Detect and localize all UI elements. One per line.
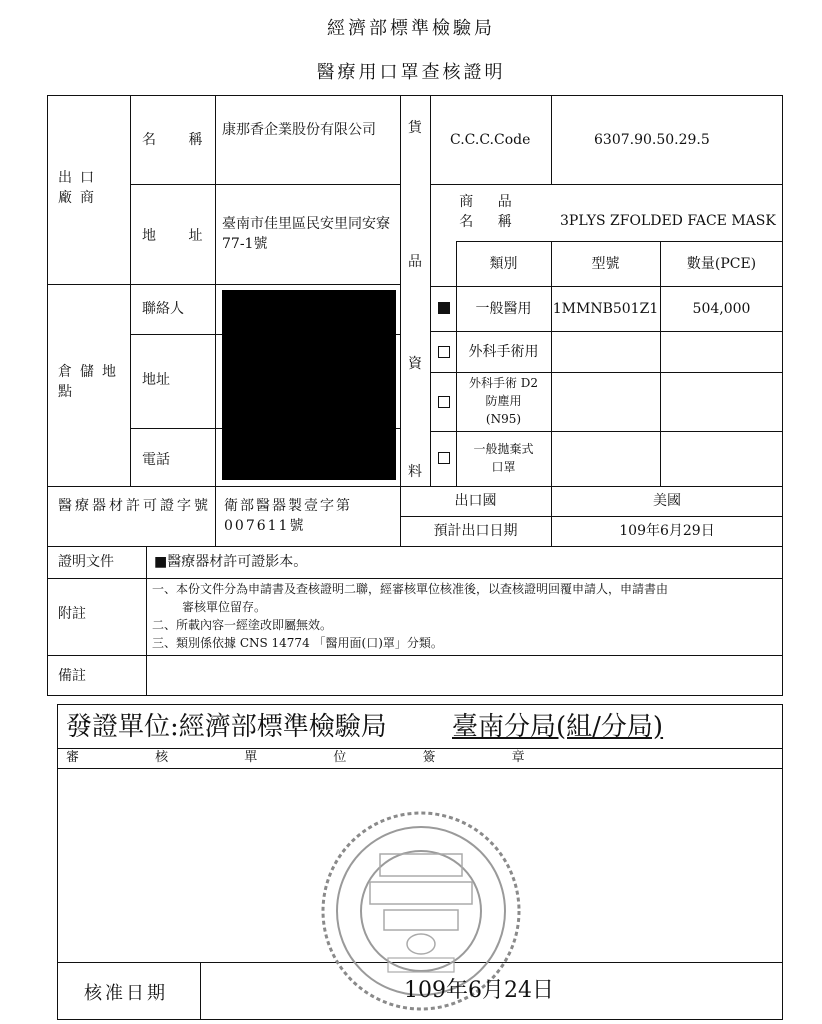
exporter-section-label: 出口廠商 xyxy=(58,170,102,206)
redaction-block xyxy=(222,290,396,480)
row1-model: 1MMNB501Z1 xyxy=(552,301,659,317)
storage-section-label: 倉儲地點 xyxy=(58,364,124,400)
notes-line-3: 二、所載內容一經塗改即屬無效。 xyxy=(152,618,333,632)
exporter-name-value: 康那香企業股份有限公司 xyxy=(222,122,376,138)
approval-date-value: 109年6月24日 xyxy=(404,978,554,1003)
product-name-label: 商 品 名 稱 xyxy=(459,194,522,230)
row3-category: 外科手術 D2 防塵用 (N95) xyxy=(468,376,539,426)
exporter-address-label: 地 址 xyxy=(142,228,217,244)
exporter-name-label: 名 稱 xyxy=(142,132,217,148)
col-type-header: 類別 xyxy=(489,256,518,272)
row1-category: 一般醫用 xyxy=(475,301,532,317)
export-country-value: 美國 xyxy=(653,493,681,509)
product-name-value: 3PLYS ZFOLDED FACE MASK xyxy=(560,213,776,229)
signature-label: 審 核 單 位 簽 章 xyxy=(66,750,561,765)
notes-line-4: 三、類別係依據 CNS 14774 「醫用面(口)罩」分類。 xyxy=(152,636,443,650)
remarks-label: 備註 xyxy=(58,668,86,684)
goods-label-char-2: 品 xyxy=(408,254,422,270)
export-country-label: 出口國 xyxy=(454,493,497,509)
proof-docs-value: ■醫療器材許可證影本。 xyxy=(154,554,308,570)
row2-checkbox[interactable] xyxy=(438,346,450,358)
notes-line-2: 審核單位留存。 xyxy=(182,600,267,614)
row4-checkbox[interactable] xyxy=(438,452,450,464)
export-date-label: 預計出口日期 xyxy=(433,523,518,539)
issuer-prefix: 發證單位:經濟部標準檢驗局 xyxy=(66,712,387,742)
main-table xyxy=(47,95,783,696)
col-qty-header: 數量(PCE) xyxy=(686,256,757,272)
ccc-code-value: 6307.90.50.29.5 xyxy=(594,132,710,148)
storage-phone-label: 電話 xyxy=(142,452,170,468)
storage-address-label: 地址 xyxy=(142,372,170,388)
col-model-header: 型號 xyxy=(591,256,620,272)
document-title: 醫療用口罩查核證明 xyxy=(316,62,506,83)
notes-label: 附註 xyxy=(58,606,86,622)
row3-checkbox[interactable] xyxy=(438,396,450,408)
goods-label-char-4: 料 xyxy=(408,464,422,480)
notes-line-1: 一、本份文件分為申請書及查核證明二聯，經審核單位核准後，以查核證明回覆申請人，申請書由 xyxy=(152,582,669,596)
ccc-code-label: C.C.C.Code xyxy=(450,132,531,148)
row4-category: 一般拋棄式 口罩 xyxy=(473,442,534,474)
issuer-branch: 臺南分局(組/分局) xyxy=(452,712,664,742)
row1-checkbox[interactable] xyxy=(438,302,450,314)
license-label: 醫療器材許可證字號 xyxy=(58,498,211,514)
agency-title: 經濟部標準檢驗局 xyxy=(327,18,495,39)
storage-contact-label: 聯絡人 xyxy=(142,301,184,317)
approval-date-label: 核准日期 xyxy=(84,983,168,1004)
goods-label-char-1: 貨 xyxy=(408,120,422,136)
exporter-address-value: 臺南市佳里區民安里同安寮77-1號 xyxy=(222,216,390,252)
export-date-value: 109年6月29日 xyxy=(619,523,715,539)
row1-qty: 504,000 xyxy=(692,301,751,317)
goods-label-char-3: 資 xyxy=(408,356,422,372)
license-value: 衛部醫器製壹字第007611號 xyxy=(224,498,352,534)
row2-category: 外科手術用 xyxy=(468,344,539,360)
proof-docs-label: 證明文件 xyxy=(58,554,114,570)
